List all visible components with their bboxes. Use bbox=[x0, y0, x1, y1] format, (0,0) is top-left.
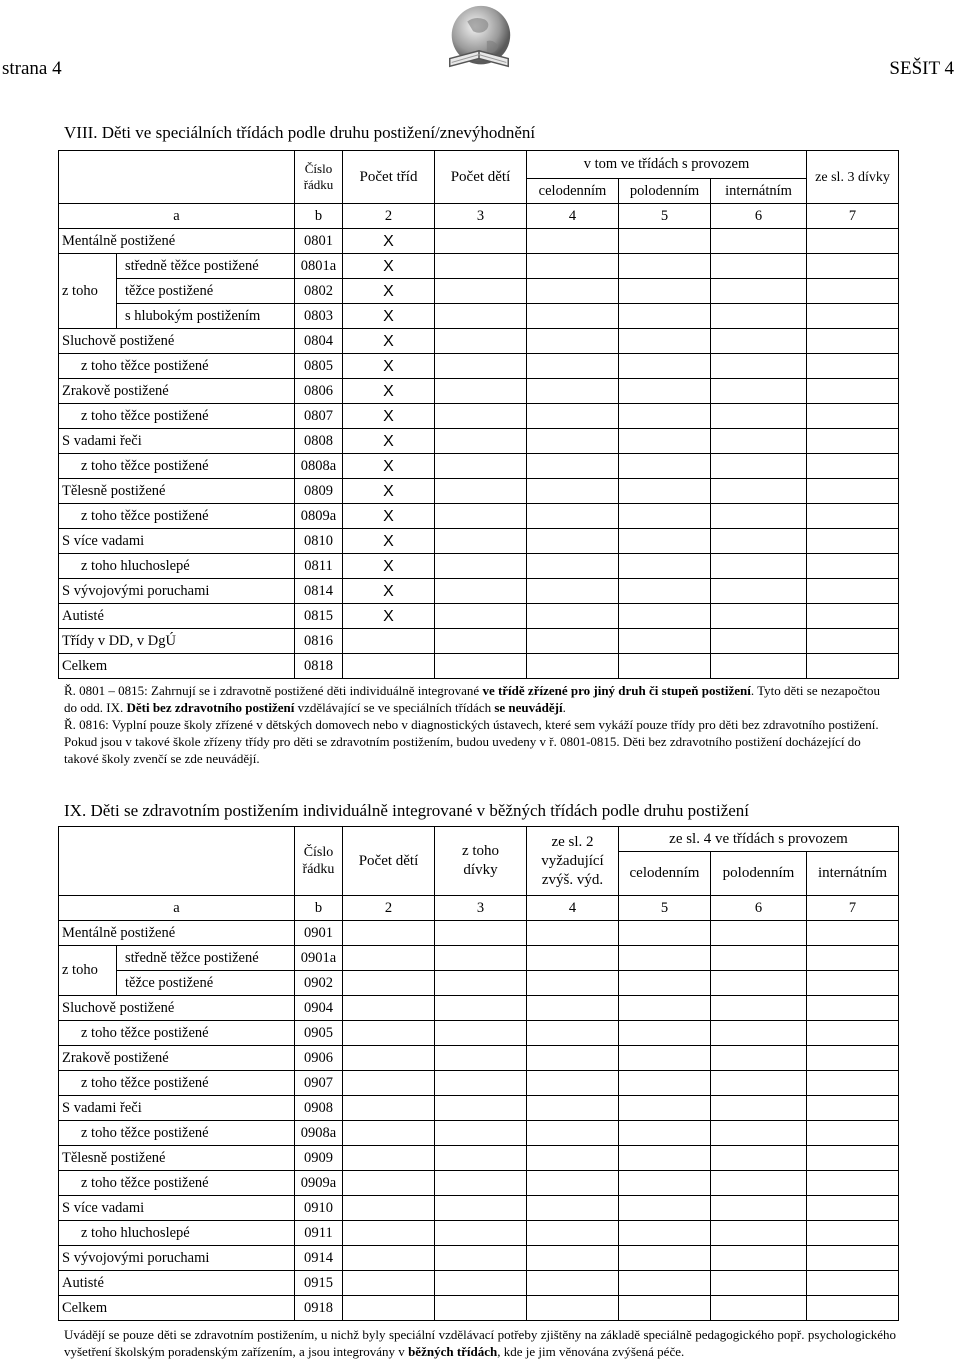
table-row: s hlubokým postižením 0803 X bbox=[59, 304, 899, 329]
ztoho-label: z toho bbox=[59, 254, 117, 329]
col-pocet-deti-header: Počet dětí bbox=[435, 151, 527, 204]
table-row: Autisté 0815 X bbox=[59, 604, 899, 629]
section8-title: VIII. Děti ve speciálních třídách podle druhu postižení/znevýhodnění bbox=[64, 123, 536, 142]
table-row: Mentálně postižené 0901 bbox=[59, 921, 899, 946]
table-row: S vadami řeči 0908 bbox=[59, 1096, 899, 1121]
table-row: Celkem 0918 bbox=[59, 1296, 899, 1321]
table-row: S vývojovými poruchami 0914 bbox=[59, 1246, 899, 1271]
table-row: těžce postižené 0902 bbox=[59, 971, 899, 996]
letters-row: a b 2 3 4 5 6 7 bbox=[59, 204, 899, 229]
section9-table bbox=[58, 826, 899, 1321]
table-row: Mentálně postižené 0801 X bbox=[59, 229, 899, 254]
col-celodennim-header: celodenním bbox=[619, 852, 711, 896]
table-row: těžce postižené 0802 X bbox=[59, 279, 899, 304]
col-ztoho-divky-header: z toho dívky bbox=[435, 827, 527, 896]
col-internatnim-header: internátním bbox=[807, 852, 899, 896]
table-row: S vadami řeči 0808 X bbox=[59, 429, 899, 454]
section8-notes: Ř. 0801 – 0815: Zahrnují se i zdravotně postižené děti individuálně integrované ve třídě zřízené pro jiný druh či stupeň postižení. Tyto děti se nezapočtou do odd. IX. Děti bez zdravotního postižení vzdělávající se ve speciálních třídách se neuvádějí. Ř. 0816: Vyplní pouze školy zřízené v dětských domovech nebo v diagnostických ústavech, které sem vykáží pouze třídy pro děti bez zdravotního postižení. Pokud jsou v takové škole zřízeny třídy pro děti se zdravotním postižením, budou uvedeny v ř. 0801-0815. Děti bez zdravotního postižení docházející do takové školy zvenčí se zde neuvádějí. bbox=[64, 682, 896, 767]
col-cislo-header: Číslo řádku bbox=[295, 827, 343, 896]
col-internatnim-header: internátním bbox=[711, 179, 807, 204]
table-row: S více vadami 0810 X bbox=[59, 529, 899, 554]
table-row: Tělesně postižené 0909 bbox=[59, 1146, 899, 1171]
table-row: z toho hluchoslepé 0811 X bbox=[59, 554, 899, 579]
col-cislo-header: Číslo řádku bbox=[295, 151, 343, 204]
section9-footnote: Uvádějí se pouze děti se zdravotním postižením, u nichž byly speciální vzdělávací potřeby zjištěny na základě speciálně pedagogického popř. psychologického vyšetření školským poradenským zařízením, a jsou integrovány v běžných třídách, kde je jim věnována zvýšená péče. bbox=[64, 1327, 896, 1359]
col-pocet-deti-header: Počet dětí bbox=[343, 827, 435, 896]
table-row: Celkem 0818 bbox=[59, 654, 899, 679]
col-vyzadujici-header: ze sl. 2 vyžadující zvýš. výd. bbox=[527, 827, 619, 896]
col-pocet-trid-header: Počet tříd bbox=[343, 151, 435, 204]
col-vtom-header: v tom ve třídách s provozem bbox=[527, 151, 807, 179]
table-row: Sluchově postižené 0804 X bbox=[59, 329, 899, 354]
col-polodennim-header: polodenním bbox=[711, 852, 807, 896]
table-row: z toho těžce postižené 0805 X bbox=[59, 354, 899, 379]
note-0816: Ř. 0816: Vyplní pouze školy zřízené v dětských domovech nebo v diagnostických ústavech, které sem vykáží pouze třídy pro děti bez zdravotního postižení. Pokud jsou v takové škole zřízeny třídy pro děti se zdravotním postižením, budou uvedeny v ř. 0801-0815. Děti bez zdravotního postižení docházející do takové školy zvenčí se zde neuvádějí. bbox=[64, 717, 879, 766]
section9-title: IX. Děti se zdravotním postižením individuálně integrované v běžných třídách podle druhu postižení bbox=[64, 801, 750, 820]
table-row: z toho těžce postižené 0808a X bbox=[59, 454, 899, 479]
page-header-right: SEŠIT 4 bbox=[889, 58, 954, 79]
table-row: z toho těžce postižené 0909a bbox=[59, 1171, 899, 1196]
table-row: Autisté 0915 bbox=[59, 1271, 899, 1296]
section8-table bbox=[58, 150, 899, 679]
table-row: Zrakově postižené 0906 bbox=[59, 1046, 899, 1071]
col-vtom-header: ze sl. 4 ve třídách s provozem bbox=[619, 827, 899, 852]
table-row: z toho těžce postižené 0905 bbox=[59, 1021, 899, 1046]
table-row: Sluchově postižené 0904 bbox=[59, 996, 899, 1021]
page-header-left: strana 4 bbox=[2, 58, 62, 79]
table-row: Tělesně postižené 0809 X bbox=[59, 479, 899, 504]
col-divky-header: ze sl. 3 dívky bbox=[807, 151, 899, 204]
table-row: z toho těžce postižené 0908a bbox=[59, 1121, 899, 1146]
table-row: z toho hluchoslepé 0911 bbox=[59, 1221, 899, 1246]
table-row: z toho těžce postižené 0809a X bbox=[59, 504, 899, 529]
ztoho-label: z toho bbox=[59, 946, 117, 996]
table-row: S vývojovými poruchami 0814 X bbox=[59, 579, 899, 604]
table-row: z toho těžce postižené 0807 X bbox=[59, 404, 899, 429]
globe-book-icon bbox=[440, 2, 518, 80]
col-polodennim-header: polodenním bbox=[619, 179, 711, 204]
col-celodennim-header: celodenním bbox=[527, 179, 619, 204]
table-row: Zrakově postižené 0806 X bbox=[59, 379, 899, 404]
table-row: Třídy v DD, v DgÚ 0816 bbox=[59, 629, 899, 654]
letters-row: a b 2 3 4 5 6 7 bbox=[59, 896, 899, 921]
table-row: z toho středně těžce postižené 0901a bbox=[59, 946, 899, 971]
table-row: z toho středně těžce postižené 0801a X bbox=[59, 254, 899, 279]
table-row: S více vadami 0910 bbox=[59, 1196, 899, 1221]
table-row: z toho těžce postižené 0907 bbox=[59, 1071, 899, 1096]
